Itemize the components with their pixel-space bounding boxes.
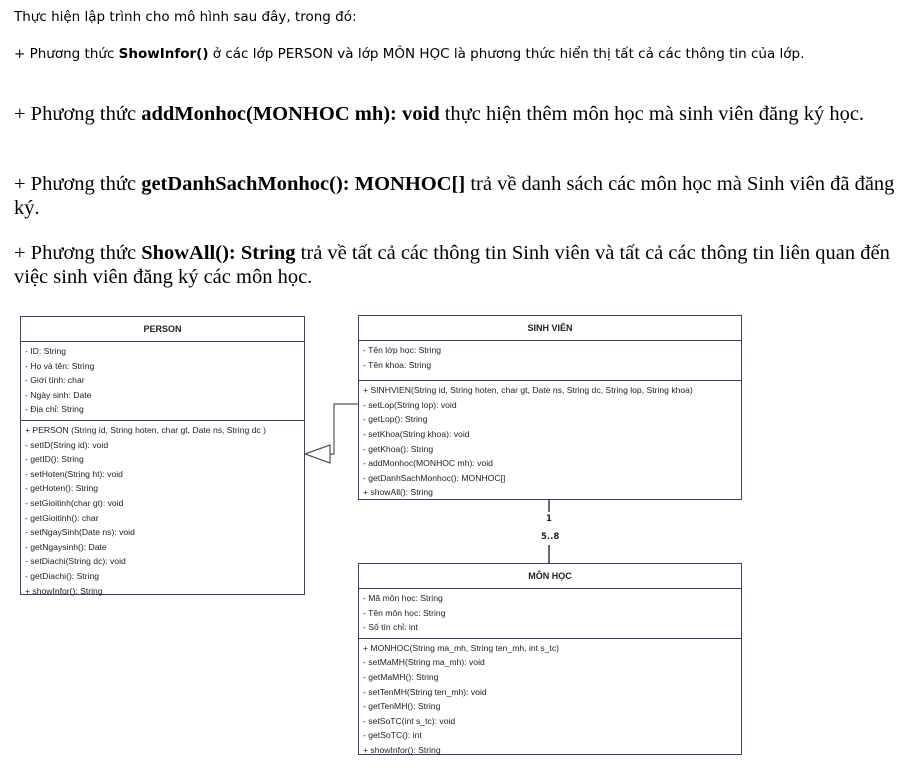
class-person xyxy=(20,316,305,595)
attribute: - Tên lớp học: String xyxy=(363,345,442,355)
attribute: - Số tín chỉ: int xyxy=(363,622,418,633)
attribute: - Họ và tên: String xyxy=(25,360,95,371)
method: - setGioitinh(char gt): void xyxy=(25,497,124,508)
attribute: - Tên khoa: String xyxy=(363,359,432,370)
intro-text: Thực hiện lập trình cho mô hình sau đây, trong đó: xyxy=(14,9,357,25)
method: - getLop(): String xyxy=(363,414,428,425)
method: - setKhoa(String khoa): void xyxy=(363,428,470,439)
rule-getdanhsach-prefix: + Phương thức xyxy=(14,173,142,195)
method: - setNgaySinh(Date ns): void xyxy=(25,527,135,538)
method: - getDanhSachMonhoc(): MONHOC[] xyxy=(363,472,506,483)
rule-showall-prefix: + Phương thức xyxy=(14,242,142,264)
attribute: - Tên môn học: String xyxy=(363,607,446,618)
method: - setTenMH(String ten_mh): void xyxy=(363,686,487,697)
rule-showall-suffix: trả về tất cả các thông tin Sinh viên và tất cả các thông tin liên quan đến việc sinh viên đăng ký các môn học. xyxy=(14,242,890,288)
method: + showAll(): String xyxy=(363,487,433,498)
class-person-methods xyxy=(21,421,304,601)
method: - getDiachi(): String xyxy=(25,570,100,581)
inheritance-arrowhead xyxy=(305,445,330,463)
rule-addmonhoc-suffix: thực hiện thêm môn học mà sinh viên đăng ký học. xyxy=(439,103,865,125)
method: - setHoten(String ht): void xyxy=(25,468,123,479)
attribute: - Địa chỉ: String xyxy=(25,404,84,415)
class-sinhvien-attributes xyxy=(359,341,741,381)
method: - setID(String id): void xyxy=(25,439,109,450)
class-sinhvien xyxy=(358,315,742,500)
rule-showinfor-prefix: + Phương thức xyxy=(14,46,119,62)
rule-showall-name: ShowAll(): String xyxy=(141,242,296,264)
method: - getKhoa(): String xyxy=(363,443,434,454)
multiplicity-lower: 5..8 xyxy=(541,532,560,542)
method: - getNgaysinh(): Date xyxy=(25,541,107,552)
method: - setLop(String lop): void xyxy=(363,399,457,410)
method: + showInfor(): String xyxy=(25,585,103,596)
rule-showinfor-name: ShowInfor() xyxy=(118,46,209,62)
inheritance-line xyxy=(330,404,358,454)
method: - getGioitinh(): char xyxy=(25,512,99,523)
class-monhoc xyxy=(358,563,742,755)
multiplicity-upper: 1 xyxy=(546,514,552,524)
method: - setDiachi(String dc): void xyxy=(25,556,126,567)
attribute: - Ngày sinh: Date xyxy=(25,389,92,400)
class-monhoc-attributes xyxy=(359,589,741,639)
rule-getdanhsach-name: getDanhSachMonhoc(): MONHOC[] xyxy=(141,173,466,195)
method: - addMonhoc(MONHOC mh): void xyxy=(363,458,493,469)
class-person-attributes xyxy=(21,342,304,421)
method: + MONHOC(String ma_mh, String ten_mh, int s_tc) xyxy=(363,642,560,653)
rule-getdanhsach-suffix: trả về danh sách các môn học mà Sinh viên đã đăng ký. xyxy=(14,173,895,219)
method: + showInfor(): String xyxy=(363,744,441,755)
class-sinhvien-methods xyxy=(359,381,741,503)
rule-addmonhoc-name: addMonhoc(MONHOC mh): void xyxy=(141,103,440,125)
method: - getSoTC(): int xyxy=(363,730,422,741)
method: + PERSON (String id, String hoten, char gt, Date ns, String dc ) xyxy=(25,424,266,435)
rule-addmonhoc-prefix: + Phương thức xyxy=(14,103,142,125)
class-sinhvien-title: SINH VIÊN xyxy=(359,316,741,341)
attribute: - ID: String xyxy=(25,346,67,356)
method: - setMaMH(String ma_mh): void xyxy=(363,657,485,668)
class-monhoc-title: MÔN HỌC xyxy=(359,564,741,589)
attribute: - Giới tính: char xyxy=(25,375,85,386)
method: - getMaMH(): String xyxy=(363,671,439,682)
method: - getID(): String xyxy=(25,454,84,465)
method: + SINHVIEN(String id, String hoten, char gt, Date ns, String dc, String lop, String khoa) xyxy=(363,385,693,396)
method: - getTenMH(): String xyxy=(363,701,441,712)
class-monhoc-methods xyxy=(359,639,741,761)
method: - setSoTC(int s_tc): void xyxy=(363,715,456,726)
rule-showinfor-suffix: ở các lớp PERSON và lớp MÔN HỌC là phương thức hiển thị tất cả các thông tin của lớp. xyxy=(208,46,805,62)
class-person-title: PERSON xyxy=(21,317,304,342)
method: - getHoten(): String xyxy=(25,483,99,494)
attribute: - Mã môn học: String xyxy=(363,593,443,603)
